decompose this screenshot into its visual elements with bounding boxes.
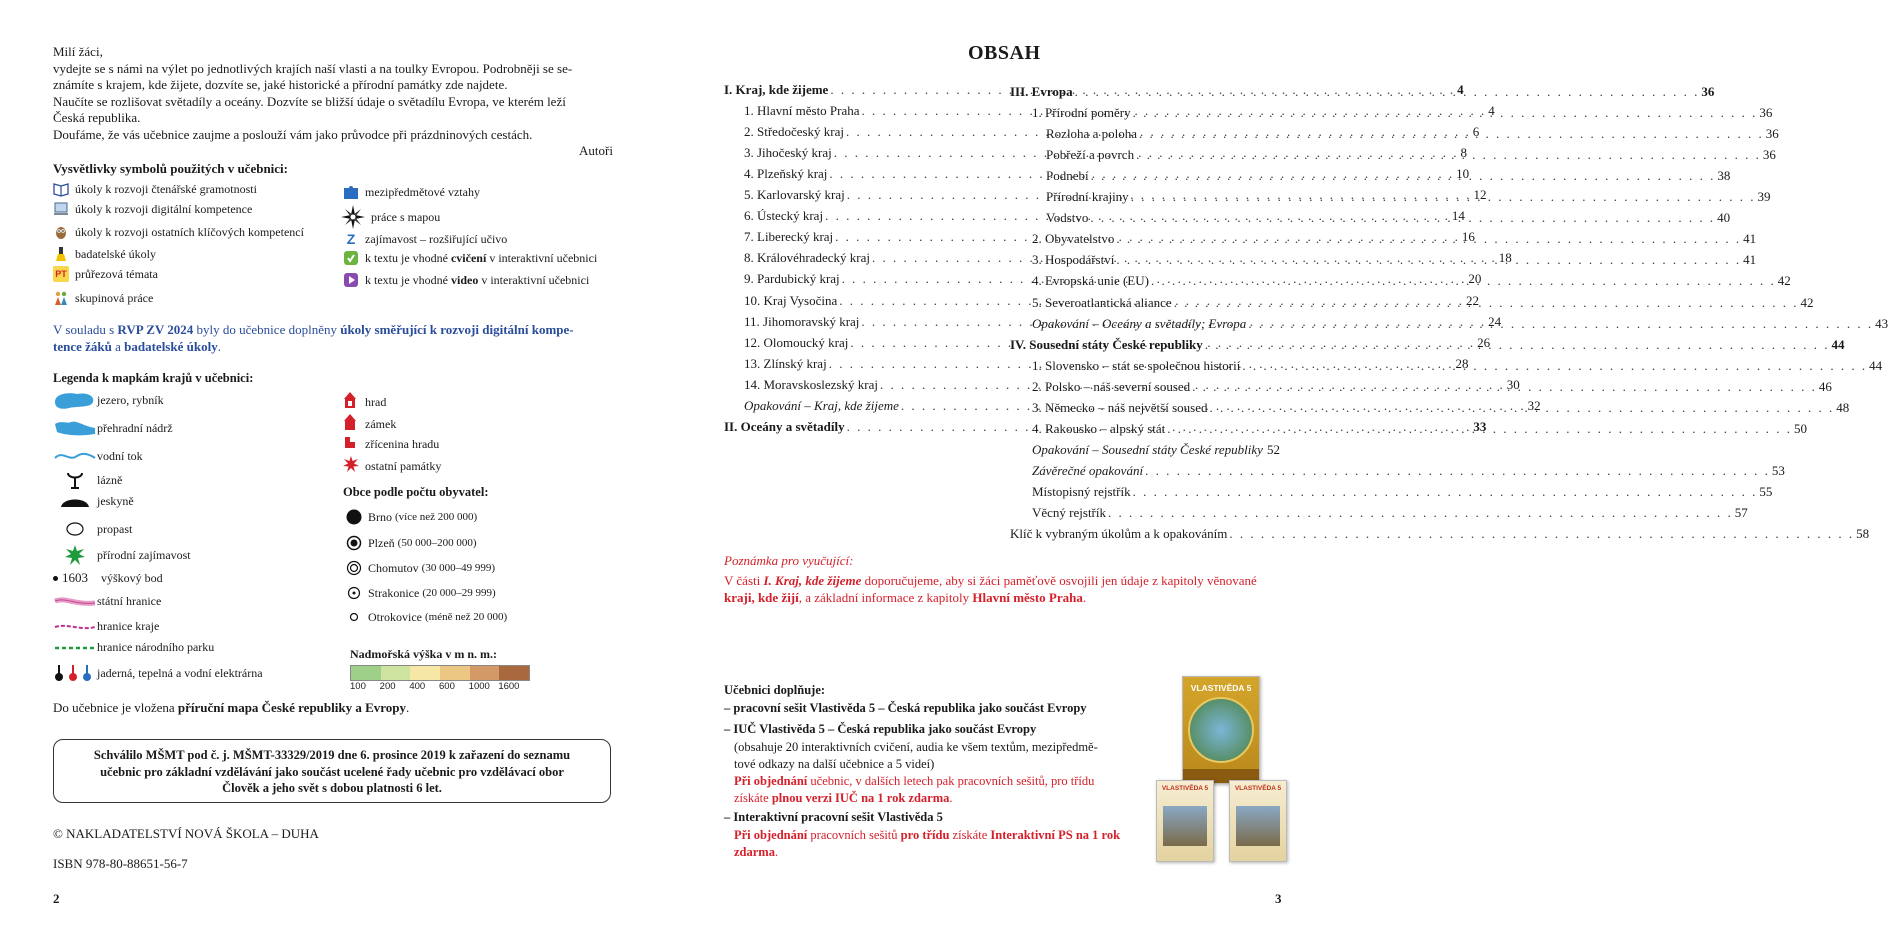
cave-icon: [59, 495, 91, 509]
legend-item: [343, 435, 439, 453]
legend-text: jezero, rybník: [97, 392, 164, 407]
legend-heading: Legenda k mapkám krajů v učebnici:: [53, 371, 254, 385]
toc-page: 58: [1856, 526, 1870, 542]
town-item: [346, 535, 477, 551]
toc-label: Místopisný rejstřík: [1032, 483, 1131, 499]
toc-label: III. Evropa: [1010, 84, 1073, 99]
cover-image: [1163, 806, 1207, 846]
town-name: Plzeň: [368, 535, 395, 550]
toc-label: 10. Kraj Vysočina: [744, 292, 838, 308]
toc-label: 4. Rakousko – alpský stát: [1032, 420, 1166, 436]
legend-item: [343, 392, 386, 412]
symbol-item: [343, 272, 589, 288]
toc-page: 41: [1743, 231, 1757, 247]
supplement-order: Při objednání učebnic, v dalších letech pak pracovních sešitů, pro třídu získáte plnou verzi IUČ na 1 rok zdarma.: [734, 774, 1095, 805]
town-item: [346, 585, 496, 601]
town-medium-icon: [346, 535, 362, 551]
towns-heading: Obce podle počtu obyvatel:: [343, 485, 489, 499]
toc-page: 22: [1466, 292, 1480, 308]
toc-page: 12: [1473, 187, 1487, 203]
symbol-item: [53, 224, 304, 240]
authors: Autoři: [579, 143, 613, 158]
national-park-border-icon: [53, 642, 97, 654]
toc-label: 5. Karlovarský kraj: [744, 187, 845, 203]
altitude-band: [499, 666, 529, 680]
toc-label: Věcný rejstřík: [1032, 505, 1107, 520]
natural-attraction-icon: [65, 545, 85, 565]
legend-item: [53, 619, 159, 634]
toc-page: 41: [1743, 252, 1757, 268]
cover-image: [1236, 806, 1280, 846]
legend-text: hrad: [365, 394, 387, 409]
legend-text: státní hranice: [97, 594, 162, 608]
symbol-item: [343, 184, 480, 200]
monument-icon: [343, 456, 359, 472]
toc-label: 5. Severoatlantická aliance: [1032, 294, 1172, 310]
cover-image: [1188, 697, 1254, 763]
toc-label: 1. Přírodní poměry: [1032, 105, 1131, 121]
chateau-icon: [343, 414, 357, 430]
toc-label: 1. Slovensko – stát se společnou historií: [1032, 357, 1241, 373]
stream-icon: [53, 448, 97, 464]
toc-label: Pobřeží a povrch: [1046, 147, 1135, 163]
toc-page: 4: [1488, 103, 1495, 119]
toc-label: 2. Středočeský kraj: [744, 124, 845, 140]
toc-page: 42: [1800, 294, 1814, 310]
toc-page: 28: [1455, 355, 1469, 371]
symbol-item: [53, 201, 252, 217]
town-item: [346, 560, 495, 576]
town-tiny-icon: [346, 609, 362, 625]
toc-page: 24: [1488, 313, 1502, 329]
altitude-ticks: [350, 681, 540, 693]
toc-entry: [1032, 462, 1785, 479]
intro-line: Česká republika.: [53, 110, 141, 125]
symbol-text: k textu je vhodné video v interaktivní učebnici: [365, 272, 590, 287]
cover-title: VLASTIVĚDA 5: [1161, 785, 1209, 792]
rvp-note: V souladu s RVP ZV 2024 byly do učebnice doplněny úkoly směřující k rozvoji digitální kompe- tence žáků a badatelské úkoly.: [53, 322, 574, 354]
altitude-heading: Nadmořská výška v m n. m.:: [350, 647, 498, 661]
legend-text: jeskyně: [97, 494, 134, 508]
interactive-workbook-cover: [1229, 780, 1287, 862]
symbol-item: [343, 231, 507, 247]
toc-label: Rozloha a poloha: [1046, 126, 1137, 142]
town-mid-small-icon: [346, 560, 362, 576]
legend-text: zámek: [365, 416, 397, 431]
legend-item: [53, 448, 143, 464]
spa-icon: [65, 471, 85, 489]
supplement-desc: (obsahuje 20 interaktivních cvičení, audia ke všem textům, mezipředmě- tové odkazy na další učebnice a 5 videí): [734, 740, 1098, 771]
toc-label: 1. Hlavní město Praha: [744, 103, 860, 119]
region-border-icon: [53, 621, 97, 633]
toc-page: 38: [1717, 168, 1731, 184]
symbol-text: skupinová práce: [75, 290, 154, 305]
ruin-icon: [343, 435, 357, 449]
town-range: (50 000–200 000): [397, 537, 477, 549]
altitude-band: [470, 666, 500, 680]
toc-page: 10: [1456, 166, 1470, 182]
symbol-text: úkoly k rozvoji ostatních klíčových kompetencí: [75, 224, 304, 239]
approval-line: Člověk a jeho svět s dobou platnosti 6 let.: [222, 781, 442, 795]
lake-icon: [53, 390, 97, 410]
legend-text: hranice národního parku: [97, 640, 215, 654]
map-note: Do učebnice je vložena příruční mapa České republiky a Evropy.: [53, 700, 410, 715]
toc-page: 18: [1498, 250, 1512, 266]
intro-line: Milí žáci,: [53, 44, 103, 59]
reservoir-icon: [53, 418, 97, 438]
toc-label: II. Oceány a světadíly: [724, 418, 845, 434]
legend-text: hranice kraje: [97, 619, 160, 633]
toc-page: 55: [1759, 483, 1773, 499]
toc-entry: [1032, 442, 1278, 458]
toc-label: Opakování – Sousední státy České republiky: [1032, 441, 1263, 457]
abyss-icon: [65, 521, 85, 537]
toc-page: 14: [1451, 208, 1465, 224]
toc-page: 36: [1701, 84, 1715, 99]
toc-entry: [1046, 147, 1776, 163]
cover-title: VLASTIVĚDA 5: [1190, 683, 1252, 693]
exercise-icon: [343, 250, 359, 266]
toc-label: Závěrečné opakování: [1032, 462, 1144, 478]
page-number-left: 2: [53, 891, 60, 906]
legend-text: výškový bod: [101, 570, 163, 585]
toc-entry: [1010, 526, 1870, 542]
town-item: [346, 609, 507, 625]
supplement-heading: Učebnici doplňuje:: [724, 683, 826, 697]
puzzle-icon: [343, 184, 359, 200]
approval-box: [53, 739, 611, 803]
legend-item: [53, 640, 214, 655]
toc-entry: [1010, 84, 1715, 100]
legend-item: [343, 414, 396, 434]
legend-item: [53, 594, 161, 609]
toc-label: 8. Královéhradecký kraj: [744, 250, 870, 266]
supplement-item: – IUČ Vlastivěda 5 – Česká republika jako součást Evropy: [724, 722, 1037, 736]
owl-icon: [53, 224, 69, 240]
group-icon: [53, 290, 69, 306]
intro-line: Naučíte se rozlišovat světadíly a oceány. Dozvíte se bližší údaje o světadílu Evropa, ve kterém leží: [53, 93, 566, 109]
altitude-tick: 1000: [468, 681, 490, 692]
toc-page: 30: [1506, 376, 1520, 392]
legend-text: propast: [97, 521, 133, 536]
toc-entry: [1032, 483, 1773, 500]
symbol-text: k textu je vhodné cvičení v interaktivní učebnici: [365, 250, 598, 265]
toc-label: 14. Moravskoslezský kraj: [744, 376, 878, 392]
compass-rose-icon: [341, 205, 365, 229]
toc-page: 44: [1831, 336, 1845, 352]
symbol-text: badatelské úkoly: [75, 246, 156, 261]
toc-page: 4: [1457, 82, 1464, 97]
town-name: Brno: [368, 509, 392, 524]
symbol-text: úkoly k rozvoji digitální kompetence: [75, 201, 253, 216]
town-range: (20 000–29 999): [422, 587, 496, 599]
legend-text: vodní tok: [97, 448, 143, 463]
toc-label: 2. Obyvatelstvo: [1032, 231, 1115, 247]
toc-label: 7. Liberecký kraj: [744, 229, 834, 245]
toc-page: 36: [1759, 105, 1773, 121]
z-icon: Z: [346, 231, 356, 247]
toc-label: Podnebí: [1046, 168, 1089, 184]
symbols-heading: Vysvětlivky symbolů použitých v učebnici:: [53, 161, 288, 176]
toc-page: 32: [1527, 397, 1541, 413]
legend-text: přírodní zajímavost: [97, 547, 191, 562]
symbol-text: průřezová témata: [75, 266, 158, 281]
town-range: (30 000–49 999): [421, 562, 495, 574]
symbol-item: [53, 290, 153, 306]
book-icon: [53, 181, 69, 197]
legend-item: [53, 471, 122, 489]
supplement-order: Při objednání pracovních sešitů pro třídu získáte Interaktivní PS na 1 rok zdarma.: [734, 828, 1121, 859]
toc-page: 53: [1771, 462, 1785, 478]
toc-label: 11. Jihomoravský kraj: [744, 313, 860, 329]
toc-page: 48: [1836, 399, 1850, 415]
intro-text: [53, 44, 613, 160]
state-border-icon: [53, 595, 97, 609]
legend-item: [53, 494, 134, 509]
altitude-tick: 600: [439, 681, 455, 692]
toc-label: 3. Jihočeský kraj: [744, 145, 832, 161]
altitude-band: [351, 666, 381, 680]
toc-page: 16: [1461, 229, 1475, 245]
supplement-item: – Interaktivní pracovní sešit Vlastivěda 5: [724, 810, 943, 824]
toc-label: 12. Olomoucký kraj: [744, 334, 849, 350]
power-plant-icon: [53, 663, 97, 683]
castle-icon: [343, 392, 357, 408]
toc-label: I. Kraj, kde žijeme: [724, 82, 829, 97]
symbol-item: [341, 205, 440, 229]
town-name: Strakonice: [368, 585, 420, 600]
legend-item: [53, 390, 164, 410]
approval-line: učebnic pro základní vzdělávání jako součást ucelené řady učebnic pro vzdělávací obor: [100, 764, 564, 779]
toc-label: Opakování – Oceány a světadíly; Evropa: [1032, 315, 1247, 331]
town-range: (méně než 20 000): [424, 611, 508, 623]
publisher: © NAKLADATELSTVÍ NOVÁ ŠKOLA – DUHA: [53, 826, 319, 841]
town-item: [346, 509, 477, 525]
toc-page: 44: [1869, 357, 1883, 373]
toc-label: Vodstvo: [1046, 210, 1089, 226]
altitude-band: [381, 666, 411, 680]
legend-text: lázně: [97, 472, 123, 487]
legend-item: [53, 521, 132, 537]
legend-text: přehradní nádrž: [97, 420, 173, 435]
legend-text: zřícenina hradu: [365, 436, 440, 451]
toc-label: Klíč k vybraným úkolům a k opakováním: [1010, 526, 1228, 542]
legend-item: [53, 418, 173, 438]
altitude-tick: 1600: [498, 681, 520, 692]
symbol-item: [53, 266, 158, 282]
town-range: (více než 200 000): [395, 511, 478, 523]
toc-page: 6: [1472, 124, 1480, 140]
symbol-text: mezipředmětové vztahy: [365, 184, 480, 199]
toc-page: 36: [1762, 147, 1776, 163]
approval-line: Schválilo MŠMT pod č. j. MŠMT-33329/2019 dne 6. prosince 2019 k zařazení do seznamu: [93, 748, 571, 762]
toc-page: 8: [1460, 145, 1467, 161]
intro-line: Doufáme, že vás učebnice zaujme a poslouží vám jako průvodce při prázdninových cestách.: [53, 126, 533, 142]
computer-icon: [53, 201, 69, 217]
town-name: Otrokovice: [368, 609, 422, 624]
toc-label: IV. Sousední státy České republiky: [1010, 336, 1203, 352]
town-small-icon: [346, 585, 362, 601]
toc-label: 3. Německo – náš největší soused: [1032, 399, 1208, 415]
supplement-item: – pracovní sešit Vlastivěda 5 – Česká republika jako součást Evropy: [724, 701, 1087, 715]
elevation-point-icon: 1603: [53, 570, 97, 586]
teacher-note: V části I. Kraj, kde žijeme doporučujeme, aby si žáci paměťově osvojili jen údaje z kapitoly věnované kraji, kde žijí, a základní informace z kapitoly Hlavní město Praha.: [724, 573, 1257, 605]
toc-label: 3. Hospodářství: [1032, 252, 1115, 268]
toc-label: 4. Plzeňský kraj: [744, 166, 828, 182]
altitude-tick: 100: [350, 681, 366, 692]
toc-page: 52: [1266, 441, 1280, 457]
toc-page: 36: [1765, 126, 1779, 142]
symbol-text: práce s mapou: [371, 209, 441, 224]
toc-entry: [1032, 105, 1773, 121]
isbn: ISBN 978-80-88651-56-7: [53, 856, 188, 871]
toc-label: Přírodní krajiny: [1046, 189, 1129, 205]
legend-text: jaderná, tepelná a vodní elektrárna: [97, 665, 263, 680]
legend-item: [53, 663, 263, 683]
toc-label: 13. Zlínský kraj: [744, 355, 827, 371]
altitude-band: [410, 666, 440, 680]
toc-label: Opakování – Kraj, kde žijeme: [744, 397, 899, 413]
altitude-tick: 400: [409, 681, 426, 692]
teacher-note-heading: Poznámka pro vyučující:: [724, 553, 854, 568]
intro-line: vydejte se s námi na výlet po jednotlivých krajích naší vlasti a na toulky Evropou. Podrobněji se se-: [53, 60, 573, 76]
toc-page: 50: [1794, 420, 1807, 436]
toc-page: 43: [1875, 315, 1888, 331]
toc-page: 46: [1818, 378, 1832, 394]
symbol-text: úkoly k rozvoji čtenářské gramotnosti: [75, 181, 257, 196]
symbol-item: [53, 246, 156, 262]
video-icon: [343, 272, 359, 288]
toc-entry: [1046, 126, 1779, 142]
toc-label: 9. Pardubický kraj: [744, 271, 840, 287]
legend-item: [53, 545, 191, 565]
legend-text: ostatní památky: [365, 458, 442, 473]
toc-label: 2. Polsko – náš severní soused: [1032, 378, 1191, 394]
symbol-item: [53, 181, 257, 197]
toc-title: OBSAH: [968, 42, 1041, 64]
cover-title: VLASTIVĚDA 5: [1234, 785, 1282, 792]
page-number-right: 3: [1275, 891, 1282, 906]
town-name: Chomutov: [368, 560, 419, 575]
flask-icon: [53, 246, 69, 262]
intro-line: známíte s krajem, kde žijete, dozvíte se, jaké historické a přírodní památky zde najdete.: [53, 77, 508, 92]
toc-label: 4. Evropská unie (EU): [1032, 273, 1149, 289]
toc-page: 33: [1473, 418, 1487, 434]
legend-item: [343, 456, 441, 476]
workbook-cover: [1156, 780, 1214, 862]
toc-page: 26: [1477, 334, 1491, 350]
altitude-band: [440, 666, 470, 680]
altitude-scale: [350, 665, 530, 681]
pt-icon: PT: [53, 266, 69, 282]
toc-page: 42: [1777, 273, 1791, 289]
symbol-text: zajímavost – rozšiřující učivo: [365, 231, 508, 246]
toc-page: 39: [1757, 189, 1771, 205]
textbook-cover: [1182, 676, 1260, 784]
toc-entry: [1032, 505, 1748, 521]
toc-label: 6. Ústecký kraj: [744, 208, 824, 224]
symbol-item: [343, 250, 597, 266]
altitude-tick: 200: [379, 681, 396, 692]
toc-page: 57: [1734, 505, 1748, 520]
toc-page: 40: [1717, 210, 1731, 226]
legend-item: [53, 570, 163, 586]
toc-page: 20: [1468, 271, 1482, 287]
town-large-icon: [346, 509, 362, 525]
